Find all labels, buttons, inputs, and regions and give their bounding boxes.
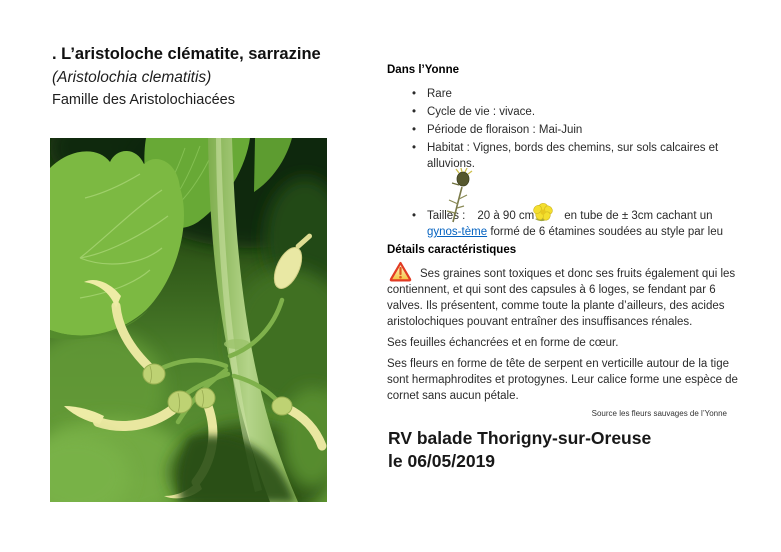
flowers-paragraph: Ses fleurs en forme de tête de serpent en verticille autour de la tige sont hermaphrodites et protogynes. Leur calice forme une espèce de cornet sans aucun pétale. <box>387 358 738 402</box>
list-item: • Période de floraison : Mai-Juin <box>387 122 743 138</box>
tailles-label: Tailles : <box>427 210 466 222</box>
list-item: • Habitat : Vignes, bords des chemins, sur sols calcaires et alluvions. <box>387 140 743 172</box>
plant-sketch-icon <box>445 168 479 224</box>
event-footer <box>388 427 651 473</box>
details-heading: Détails caractéristiques <box>387 244 517 256</box>
title-block <box>52 44 352 110</box>
latin-name: (Aristolochia clematitis) <box>52 69 212 86</box>
leaves-paragraph: Ses feuilles échancrées et en forme de cœur. <box>387 337 619 349</box>
toxicity-paragraph: Ses graines sont toxiques et donc ses fruits également qui les contiennent, et qui sont des capsules à 6 loges, se fendant par 6 valves. Ils présentent, comme toute la plante d’ailleurs, des acides aristolochiques pouvant entraîner des insuffisances rénales. <box>387 268 736 328</box>
tailles-bullet <box>387 208 743 240</box>
tailles-range: 20 à 90 cm <box>477 210 535 222</box>
page-title: . L’aristoloche clématite, sarrazine <box>52 45 321 63</box>
gynosteme-link-part1[interactable]: gynos- <box>427 226 462 238</box>
gynosteme-link-part2[interactable]: tème <box>461 226 488 238</box>
event-date: le 06/05/2019 <box>388 451 496 471</box>
yonne-bullet-list <box>387 86 743 172</box>
list-item: • Rare <box>387 86 743 102</box>
warning-triangle-icon <box>389 261 412 282</box>
source-credit: Source les fleurs sauvages de l’Yonne <box>591 409 727 418</box>
buttercup-flower-icon <box>531 202 556 223</box>
tailles-suffix: formé de 6 étamines soudées au style par leu <box>490 226 724 238</box>
family-name: Famille des Aristolochiacées <box>52 92 235 108</box>
plant-photo <box>50 138 327 502</box>
list-item: • Cycle de vie : vivace. <box>387 104 743 120</box>
event-title: RV balade Thorigny-sur-Oreuse <box>388 428 652 448</box>
tailles-tube-text: en tube de ± 3cm cachant un <box>564 210 713 222</box>
yonne-heading: Dans l’Yonne <box>387 64 459 76</box>
info-column <box>387 62 743 422</box>
